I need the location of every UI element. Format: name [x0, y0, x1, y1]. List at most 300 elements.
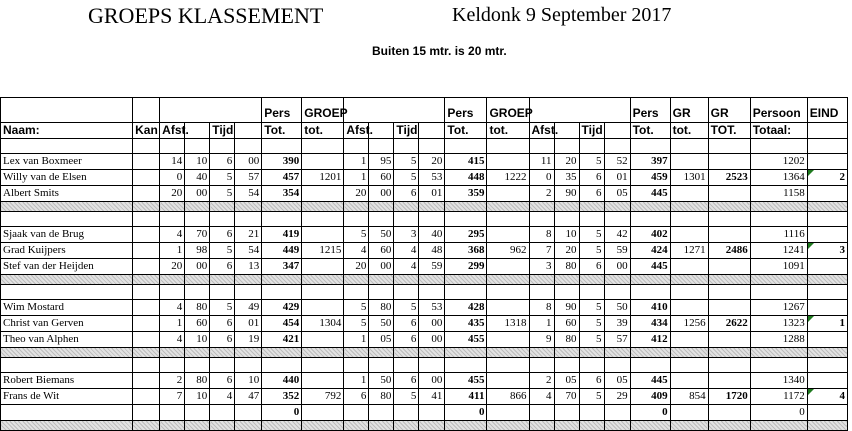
empty-cell [708, 139, 750, 154]
score-cell: 1091 [750, 259, 807, 275]
header-cell: TOT. [708, 123, 750, 139]
score-cell: 20 [344, 259, 369, 275]
empty-cell [302, 139, 344, 154]
score-cell: 424 [630, 243, 670, 259]
score-cell: 2 [160, 373, 185, 389]
score-cell: 2486 [708, 243, 750, 259]
score-cell: 428 [445, 300, 487, 316]
score-cell: 10 [185, 154, 210, 170]
empty-cell [344, 358, 369, 373]
empty-cell [579, 139, 604, 154]
header-cell: tot. [487, 123, 529, 139]
score-cell [133, 332, 160, 348]
empty-cell [630, 358, 670, 373]
empty-cell [708, 275, 750, 285]
empty-cell [235, 421, 262, 431]
empty-cell [1, 212, 133, 227]
score-cell: 6 [394, 332, 419, 348]
empty-cell [630, 275, 670, 285]
empty-cell [262, 139, 302, 154]
score-cell: 59 [604, 243, 630, 259]
score-cell: 457 [262, 170, 302, 186]
score-cell: 00 [185, 186, 210, 202]
score-cell: 440 [262, 373, 302, 389]
score-cell [670, 186, 708, 202]
score-cell: 2 [529, 186, 554, 202]
score-cell: 1 [344, 373, 369, 389]
score-cell [133, 389, 160, 405]
score-cell [670, 332, 708, 348]
header-cell: Tijd [579, 123, 604, 139]
score-cell: 5 [579, 332, 604, 348]
distance-note: Buiten 15 mtr. is 20 mtr. [372, 44, 507, 58]
empty-cell [185, 275, 210, 285]
header-cell [807, 123, 847, 139]
score-cell: 14 [160, 154, 185, 170]
table-row [1, 170, 848, 186]
header-cell: tot. [302, 123, 344, 139]
score-cell: 50 [369, 227, 394, 243]
ranking-table [0, 97, 848, 431]
score-cell: 410 [630, 300, 670, 316]
score-cell: 397 [630, 154, 670, 170]
participant-name: Grad Kuijpers [1, 243, 133, 259]
empty-cell [670, 285, 708, 300]
score-cell: 415 [445, 154, 487, 170]
score-cell: 1202 [750, 154, 807, 170]
empty-cell [487, 139, 529, 154]
score-cell: 54 [235, 186, 262, 202]
score-cell [133, 259, 160, 275]
score-cell: 6 [579, 186, 604, 202]
participant-name: Christ van Gerven [1, 316, 133, 332]
score-cell: 6 [210, 154, 235, 170]
empty-cell [394, 275, 419, 285]
empty-cell [369, 421, 394, 431]
score-cell [487, 373, 529, 389]
event-date: Keldonk 9 September 2017 [452, 4, 672, 26]
empty-cell [445, 139, 487, 154]
score-cell: 05 [554, 373, 579, 389]
empty-cell [750, 202, 807, 212]
empty-cell [369, 358, 394, 373]
header-cell [344, 98, 445, 123]
header-cell: Tijd [394, 123, 419, 139]
header-cell: Totaal: [750, 123, 807, 139]
empty-cell [554, 212, 579, 227]
empty-cell [807, 358, 847, 373]
score-cell [487, 154, 529, 170]
empty-cell [807, 212, 847, 227]
score-cell: 4 [160, 300, 185, 316]
empty-cell [1, 202, 133, 212]
header-cell [419, 123, 445, 139]
score-cell [670, 405, 708, 421]
score-cell: 80 [369, 389, 394, 405]
empty-cell [160, 358, 185, 373]
empty-cell [394, 139, 419, 154]
empty-cell [394, 285, 419, 300]
empty-cell [604, 421, 630, 431]
empty-cell [445, 348, 487, 358]
score-cell: 54 [235, 243, 262, 259]
empty-cell [1, 358, 133, 373]
score-cell: 11 [529, 154, 554, 170]
header-cell [529, 98, 630, 123]
score-cell [604, 405, 630, 421]
empty-cell [369, 348, 394, 358]
empty-cell [750, 358, 807, 373]
score-cell: 352 [262, 389, 302, 405]
separator-row [1, 275, 848, 285]
empty-cell [1, 348, 133, 358]
table-row [1, 154, 848, 170]
header-cell: Afst. [529, 123, 554, 139]
score-cell [133, 316, 160, 332]
empty-cell [487, 285, 529, 300]
score-cell: 05 [369, 332, 394, 348]
score-cell: 1323 [750, 316, 807, 332]
empty-cell [445, 285, 487, 300]
score-cell: 9 [529, 332, 554, 348]
score-cell: 52 [604, 154, 630, 170]
header-cell [1, 98, 133, 123]
participant-name: Lex van Boxmeer [1, 154, 133, 170]
score-cell: 60 [369, 170, 394, 186]
empty-cell [160, 285, 185, 300]
empty-cell [750, 212, 807, 227]
score-cell: 00 [604, 259, 630, 275]
score-cell: 1301 [670, 170, 708, 186]
score-cell: 448 [445, 170, 487, 186]
page-title: GROEPS KLASSEMENT [88, 3, 324, 28]
empty-cell [185, 421, 210, 431]
score-cell [302, 373, 344, 389]
empty-cell [302, 212, 344, 227]
score-cell: 8 [529, 227, 554, 243]
empty-cell [604, 348, 630, 358]
score-cell: 4 [394, 259, 419, 275]
empty-cell [133, 358, 160, 373]
score-cell: 792 [302, 389, 344, 405]
empty-cell [302, 285, 344, 300]
empty-cell [394, 358, 419, 373]
empty-cell [750, 275, 807, 285]
score-cell: 5 [210, 170, 235, 186]
score-cell [670, 259, 708, 275]
score-cell: 6 [579, 259, 604, 275]
empty-cell [419, 285, 445, 300]
empty-cell [235, 139, 262, 154]
score-cell: 00 [419, 316, 445, 332]
score-cell: 0 [445, 405, 487, 421]
score-cell: 1340 [750, 373, 807, 389]
score-cell: 0 [262, 405, 302, 421]
score-cell: 2523 [708, 170, 750, 186]
empty-cell [807, 202, 847, 212]
score-cell: 429 [262, 300, 302, 316]
score-cell: 5 [579, 300, 604, 316]
score-cell: 49 [235, 300, 262, 316]
header-cell: Tot. [445, 123, 487, 139]
score-cell: 347 [262, 259, 302, 275]
score-cell: 1215 [302, 243, 344, 259]
score-cell: 01 [235, 316, 262, 332]
score-cell [670, 300, 708, 316]
empty-cell [554, 358, 579, 373]
score-cell: 00 [419, 332, 445, 348]
score-cell [302, 186, 344, 202]
empty-cell [419, 202, 445, 212]
score-cell: 5 [344, 227, 369, 243]
score-cell: 53 [419, 170, 445, 186]
score-cell: 6 [344, 389, 369, 405]
empty-cell [185, 358, 210, 373]
empty-cell [487, 358, 529, 373]
score-cell [708, 373, 750, 389]
score-cell: 95 [369, 154, 394, 170]
score-cell [579, 405, 604, 421]
empty-cell [160, 202, 185, 212]
score-cell: 359 [445, 186, 487, 202]
score-cell: 57 [235, 170, 262, 186]
empty-cell [262, 285, 302, 300]
empty-cell [708, 358, 750, 373]
score-cell: 6 [394, 373, 419, 389]
empty-cell [302, 358, 344, 373]
empty-cell [235, 358, 262, 373]
separator-row [1, 421, 848, 431]
empty-cell [445, 275, 487, 285]
score-cell: 20 [160, 186, 185, 202]
score-cell: 5 [394, 170, 419, 186]
score-cell: 47 [235, 389, 262, 405]
header-cell: Afst. [160, 123, 185, 139]
empty-cell [1, 421, 133, 431]
score-cell [302, 227, 344, 243]
score-cell: 5 [579, 154, 604, 170]
score-cell: 390 [262, 154, 302, 170]
score-cell [708, 259, 750, 275]
score-cell: 6 [210, 259, 235, 275]
empty-cell [529, 421, 554, 431]
score-cell: 00 [235, 154, 262, 170]
empty-cell [133, 285, 160, 300]
score-cell: 01 [604, 170, 630, 186]
score-cell: 4 [160, 227, 185, 243]
score-cell: 05 [604, 186, 630, 202]
empty-cell [210, 212, 235, 227]
score-cell [160, 405, 185, 421]
score-cell: 5 [210, 243, 235, 259]
score-cell [302, 259, 344, 275]
table-row [1, 405, 848, 421]
score-cell: 3 [394, 227, 419, 243]
score-cell: 13 [235, 259, 262, 275]
score-cell [394, 405, 419, 421]
score-cell [708, 332, 750, 348]
final-rank [807, 373, 847, 389]
score-cell: 454 [262, 316, 302, 332]
score-cell: 80 [369, 300, 394, 316]
header-row [1, 123, 848, 139]
score-cell: 1 [344, 170, 369, 186]
empty-cell [807, 421, 847, 431]
empty-cell [419, 421, 445, 431]
score-cell [487, 186, 529, 202]
empty-cell [262, 348, 302, 358]
score-cell [302, 332, 344, 348]
score-cell [133, 300, 160, 316]
participant-name: Albert Smits [1, 186, 133, 202]
score-cell: 445 [630, 373, 670, 389]
score-cell: 1172 [750, 389, 807, 405]
empty-cell [344, 212, 369, 227]
score-cell: 5 [579, 316, 604, 332]
empty-cell [487, 275, 529, 285]
empty-cell [529, 275, 554, 285]
score-cell [133, 227, 160, 243]
score-cell: 2 [529, 373, 554, 389]
empty-cell [210, 139, 235, 154]
score-cell: 39 [604, 316, 630, 332]
score-cell: 4 [529, 389, 554, 405]
header-cell: Tot. [262, 123, 302, 139]
score-cell: 449 [262, 243, 302, 259]
empty-cell [445, 202, 487, 212]
spacer-row [1, 285, 848, 300]
score-cell: 409 [630, 389, 670, 405]
empty-cell [604, 202, 630, 212]
participant-name: Sjaak van de Brug [1, 227, 133, 243]
score-cell: 5 [579, 389, 604, 405]
empty-cell [630, 139, 670, 154]
score-cell: 1318 [487, 316, 529, 332]
score-cell [487, 259, 529, 275]
final-rank [807, 300, 847, 316]
final-rank [807, 154, 847, 170]
score-cell: 1267 [750, 300, 807, 316]
score-cell: 60 [369, 243, 394, 259]
score-cell: 402 [630, 227, 670, 243]
score-cell: 80 [554, 332, 579, 348]
empty-cell [302, 275, 344, 285]
empty-cell [750, 285, 807, 300]
empty-cell [210, 358, 235, 373]
empty-cell [670, 275, 708, 285]
header-cell: EIND [807, 98, 847, 123]
header-cell: GROEP [302, 98, 344, 123]
score-cell: 20 [554, 243, 579, 259]
empty-cell [185, 139, 210, 154]
header-cell: GR [670, 98, 708, 123]
empty-cell [262, 421, 302, 431]
score-cell: 7 [160, 389, 185, 405]
score-cell: 10 [185, 389, 210, 405]
empty-cell [750, 348, 807, 358]
empty-cell [133, 202, 160, 212]
header-cell: Tijd [210, 123, 235, 139]
participant-name: Robert Biemans [1, 373, 133, 389]
empty-cell [529, 139, 554, 154]
empty-cell [210, 275, 235, 285]
score-cell: 455 [445, 332, 487, 348]
score-cell: 1116 [750, 227, 807, 243]
score-cell: 10 [185, 332, 210, 348]
score-cell: 1 [529, 316, 554, 332]
score-cell [302, 405, 344, 421]
separator-row [1, 348, 848, 358]
score-cell [235, 405, 262, 421]
header-cell: Tot. [630, 123, 670, 139]
score-cell: 6 [579, 170, 604, 186]
empty-cell [185, 202, 210, 212]
empty-cell [394, 212, 419, 227]
empty-cell [369, 202, 394, 212]
empty-cell [1, 139, 133, 154]
score-cell: 1 [344, 154, 369, 170]
table-row [1, 389, 848, 405]
empty-cell [344, 275, 369, 285]
score-cell [133, 373, 160, 389]
score-cell [708, 154, 750, 170]
score-cell: 60 [554, 316, 579, 332]
score-cell: 4 [210, 389, 235, 405]
score-cell: 0 [750, 405, 807, 421]
final-rank: 1 [807, 316, 847, 332]
score-cell [133, 154, 160, 170]
header-cell [160, 98, 262, 123]
score-cell: 445 [630, 259, 670, 275]
score-cell: 0 [630, 405, 670, 421]
score-cell: 20 [419, 154, 445, 170]
score-cell: 1271 [670, 243, 708, 259]
score-cell: 50 [369, 373, 394, 389]
score-cell: 5 [579, 227, 604, 243]
score-cell [708, 405, 750, 421]
empty-cell [670, 212, 708, 227]
header-cell: Pers [630, 98, 670, 123]
score-cell: 434 [630, 316, 670, 332]
score-cell [133, 170, 160, 186]
score-cell: 00 [369, 259, 394, 275]
score-cell: 40 [185, 170, 210, 186]
empty-cell [807, 139, 847, 154]
score-cell: 70 [185, 227, 210, 243]
score-cell: 1720 [708, 389, 750, 405]
empty-cell [579, 275, 604, 285]
score-cell: 60 [185, 316, 210, 332]
header-cell: GROEP [487, 98, 529, 123]
score-cell: 354 [262, 186, 302, 202]
empty-cell [554, 285, 579, 300]
final-rank [807, 227, 847, 243]
empty-cell [529, 348, 554, 358]
score-cell: 1 [160, 316, 185, 332]
score-cell: 05 [604, 373, 630, 389]
empty-cell [133, 139, 160, 154]
score-cell: 00 [185, 259, 210, 275]
empty-cell [419, 139, 445, 154]
score-cell: 6 [210, 373, 235, 389]
empty-cell [604, 139, 630, 154]
score-cell: 40 [419, 227, 445, 243]
empty-cell [708, 348, 750, 358]
empty-cell [554, 275, 579, 285]
empty-cell [1, 285, 133, 300]
header-cell: Naam: [1, 123, 133, 139]
empty-cell [579, 212, 604, 227]
